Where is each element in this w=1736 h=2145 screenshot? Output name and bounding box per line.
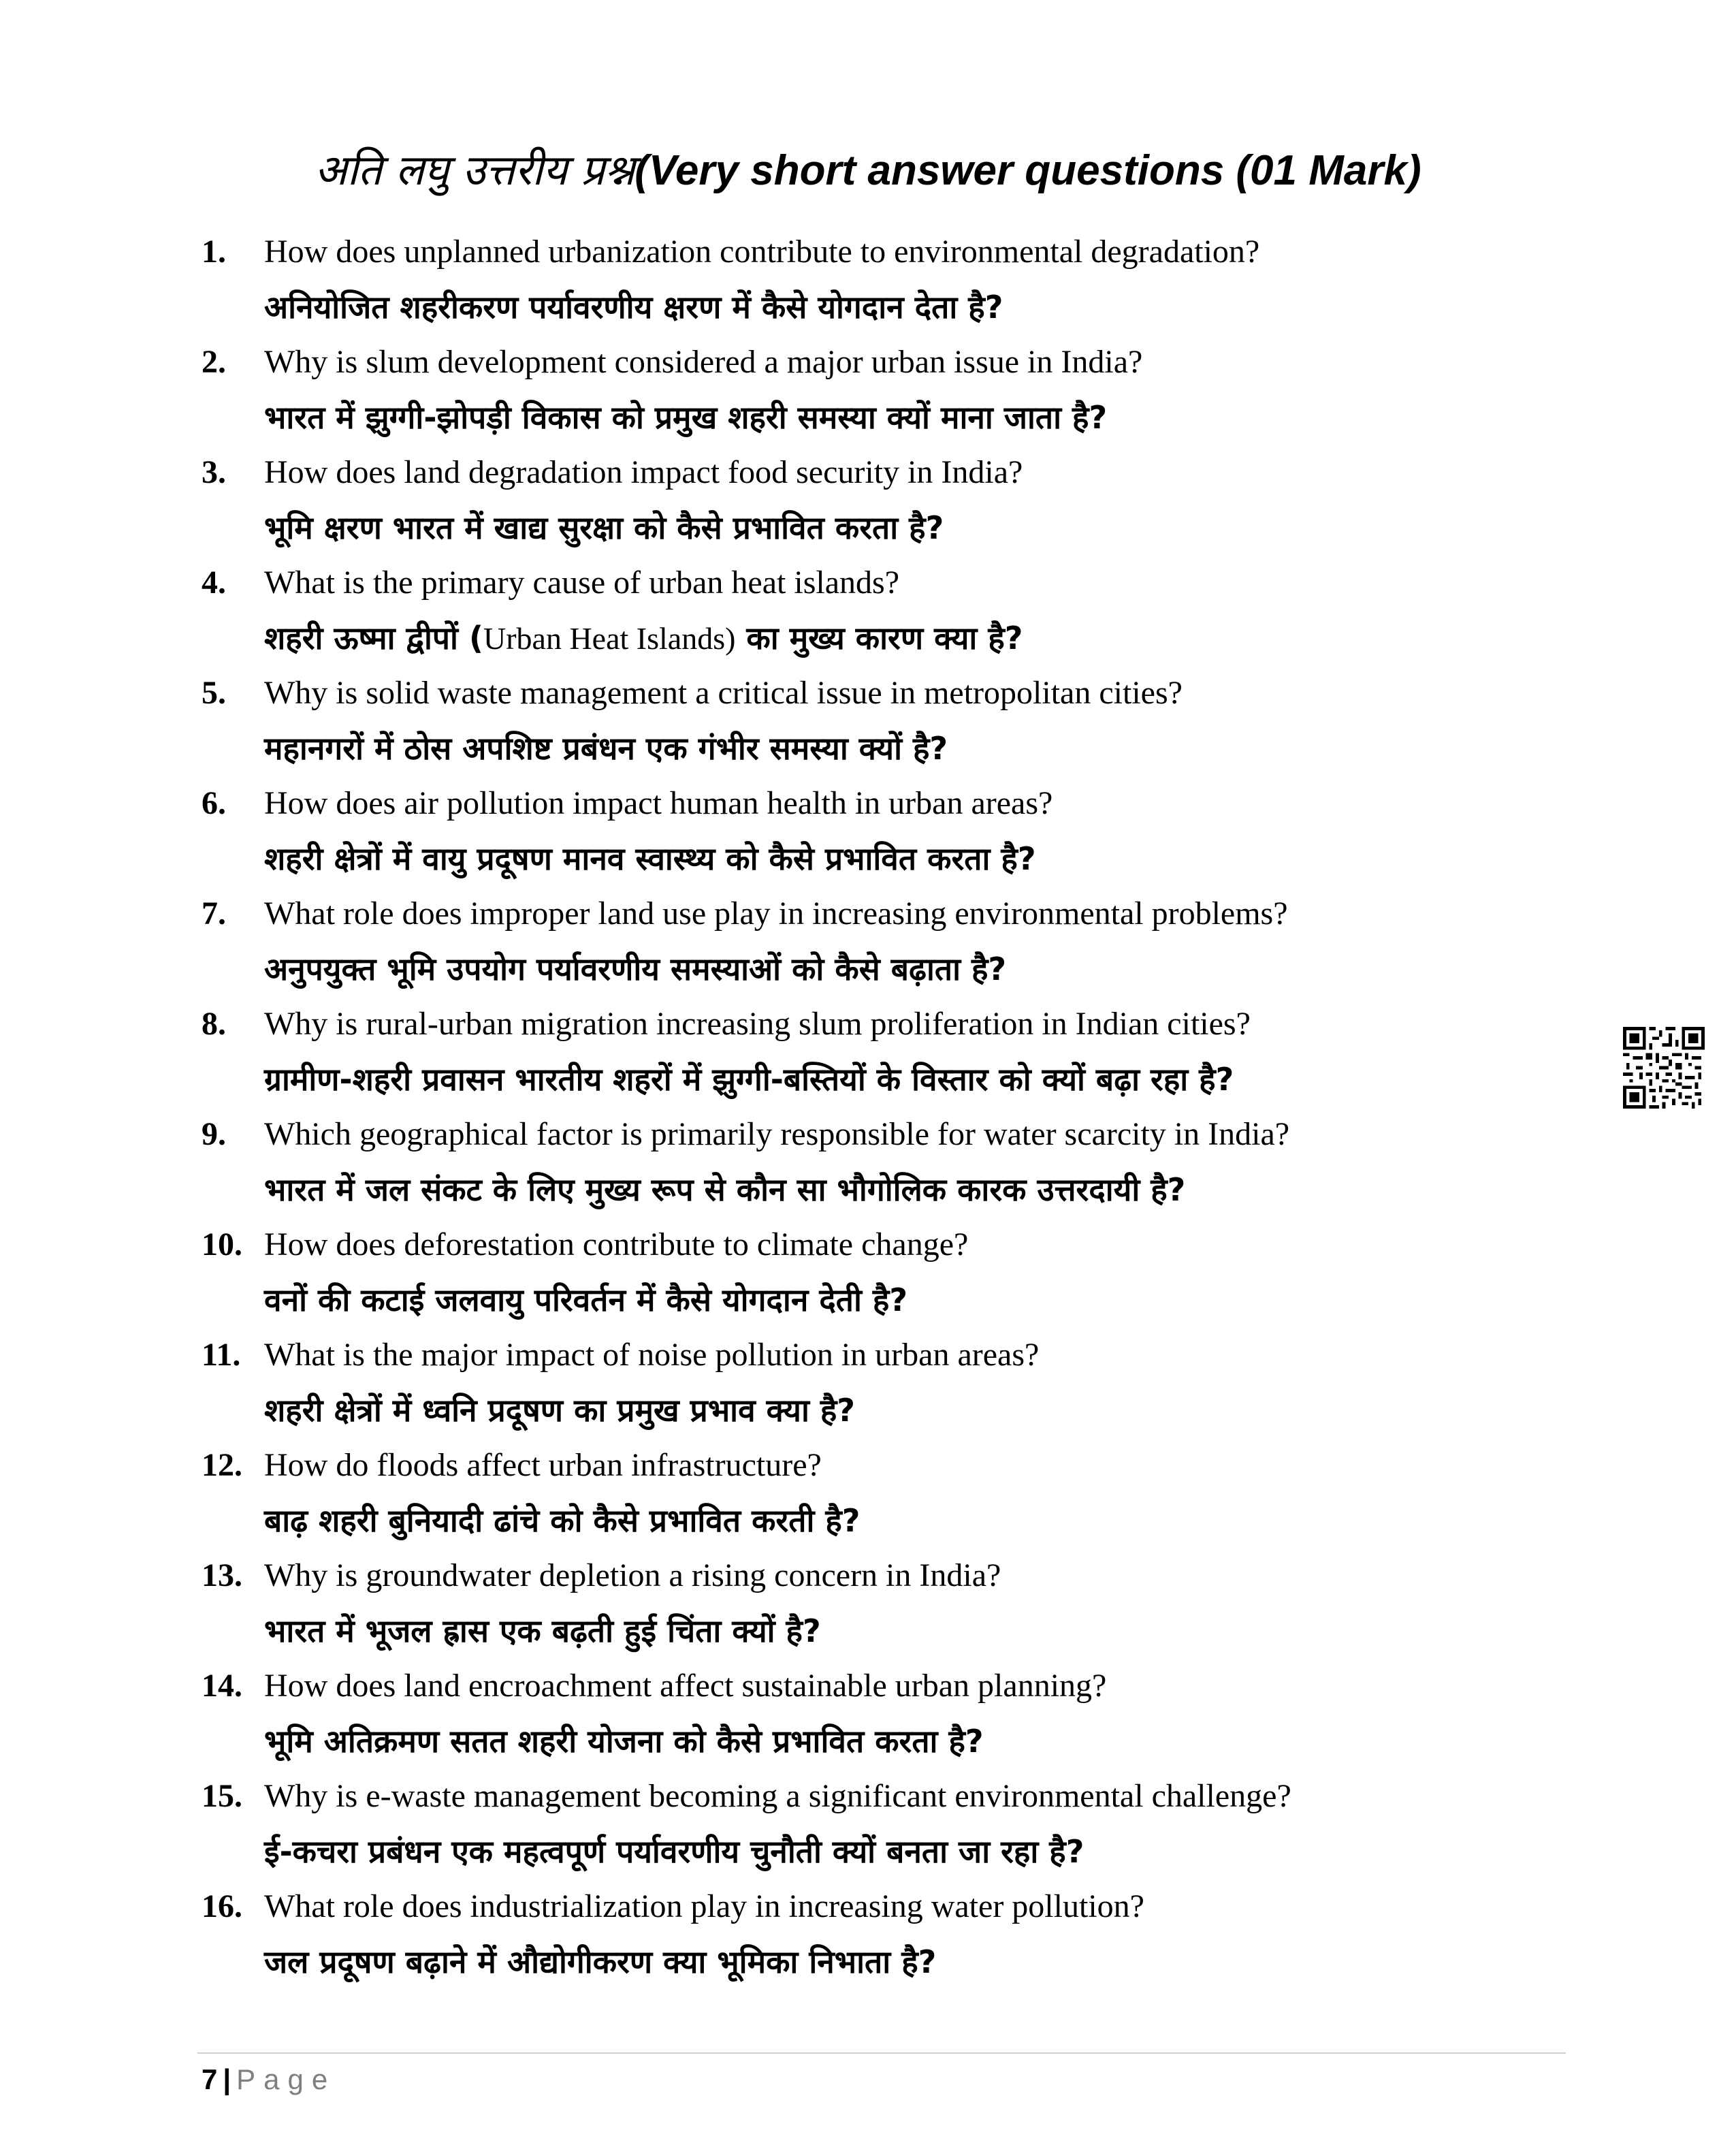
question-number: 10.	[202, 1226, 242, 1262]
footer-divider	[197, 2052, 1566, 2054]
question-hindi: भारत में भूजल ह्रास एक बढ़ती हुई चिंता क्यों है?	[264, 1612, 821, 1649]
question-item	[0, 1886, 1736, 1997]
page-footer	[202, 2061, 336, 2099]
question-number: 4.	[202, 565, 226, 601]
question-hindi: शहरी क्षेत्रों में वायु प्रदूषण मानव स्वास्थ्य को कैसे प्रभावित करता है?	[264, 840, 1036, 877]
question-item	[0, 1776, 1736, 1886]
question-number: 9.	[202, 1116, 226, 1152]
question-number: 6.	[202, 785, 226, 821]
question-english: What role does industrialization play in increasing water pollution?	[264, 1888, 1144, 1924]
question-hindi-after: का मुख्य कारण क्या है?	[735, 620, 1023, 656]
question-number: 15.	[202, 1778, 242, 1814]
question-number: 8.	[202, 1006, 226, 1042]
question-english: How do floods affect urban infrastructure?	[264, 1447, 822, 1483]
question-item	[0, 893, 1736, 1004]
question-number: 5.	[202, 675, 226, 711]
question-hindi: भारत में झुग्गी-झोपड़ी विकास को प्रमुख शहरी समस्या क्यों माना जाता है?	[264, 399, 1108, 436]
question-english: How does air pollution impact human health in urban areas?	[264, 785, 1053, 821]
question-item	[0, 1224, 1736, 1335]
question-english: How does unplanned urbanization contribute to environmental degradation?	[264, 234, 1260, 270]
question-item	[0, 342, 1736, 452]
question-hindi	[264, 613, 1023, 664]
question-hindi: ई-कचरा प्रबंधन एक महत्वपूर्ण पर्यावरणीय चुनौती क्यों बनता जा रहा है?	[264, 1833, 1084, 1870]
question-number: 14.	[202, 1668, 242, 1704]
question-english: How does deforestation contribute to climate change?	[264, 1226, 969, 1262]
question-hindi: भारत में जल संकट के लिए मुख्य रूप से कौन सा भौगोलिक कारक उत्तरदायी है?	[264, 1171, 1186, 1208]
page-title-hindi: अति लघु उत्तरीय प्रश्न	[315, 145, 635, 195]
qr-code-icon	[1623, 1027, 1705, 1109]
question-item	[0, 1666, 1736, 1776]
question-english: What is the major impact of noise pollution in urban areas?	[264, 1337, 1040, 1373]
question-hindi: बाढ़ शहरी बुनियादी ढांचे को कैसे प्रभावित करती है?	[264, 1502, 861, 1539]
question-english: How does land encroachment affect sustainable urban planning?	[264, 1668, 1107, 1704]
question-hindi-before: शहरी ऊष्मा द्वीपों (	[264, 620, 483, 656]
question-item	[0, 1114, 1736, 1224]
question-hindi: महानगरों में ठोस अपशिष्ट प्रबंधन एक गंभीर समस्या क्यों है?	[264, 730, 948, 767]
question-item	[0, 452, 1736, 562]
question-number: 11.	[202, 1337, 241, 1373]
question-hindi: अनुपयुक्त भूमि उपयोग पर्यावरणीय समस्याओं को कैसे बढ़ाता है?	[264, 951, 1007, 987]
question-english: Why is solid waste management a critical issue in metropolitan cities?	[264, 675, 1183, 711]
question-hindi: शहरी क्षेत्रों में ध्वनि प्रदूषण का प्रमुख प्रभाव क्या है?	[264, 1392, 855, 1429]
question-hindi: भूमि क्षरण भारत में खाद्य सुरक्षा को कैसे प्रभावित करता है?	[264, 509, 944, 546]
question-hindi: अनियोजित शहरीकरण पर्यावरणीय क्षरण में कैसे योगदान देता है?	[264, 289, 1003, 325]
question-english: Which geographical factor is primarily responsible for water scarcity in India?	[264, 1116, 1290, 1152]
question-english: Why is groundwater depletion a rising concern in India?	[264, 1557, 1001, 1593]
page-title-english: (Very short answer questions (01 Mark)	[634, 147, 1421, 194]
question-english: Why is e-waste management becoming a significant environmental challenge?	[264, 1778, 1291, 1814]
question-item	[0, 673, 1736, 783]
question-item	[0, 783, 1736, 893]
question-hindi: जल प्रदूषण बढ़ाने में औद्योगीकरण क्या भूमिका निभाता है?	[264, 1943, 937, 1980]
question-number: 3.	[202, 454, 226, 490]
question-item	[0, 232, 1736, 342]
page-separator: |	[223, 2063, 231, 2095]
question-number: 13.	[202, 1557, 242, 1593]
page-label: Page	[236, 2063, 336, 2095]
question-number: 16.	[202, 1888, 242, 1924]
question-item	[0, 562, 1736, 673]
question-hindi: भूमि अतिक्रमण सतत शहरी योजना को कैसे प्रभावित करता है?	[264, 1723, 984, 1760]
question-english: What role does improper land use play in increasing environmental problems?	[264, 895, 1288, 932]
question-item	[0, 1004, 1736, 1114]
question-item	[0, 1445, 1736, 1555]
question-number: 12.	[202, 1447, 242, 1483]
question-item	[0, 1335, 1736, 1445]
question-hindi: ग्रामीण-शहरी प्रवासन भारतीय शहरों में झुग्गी-बस्तियों के विस्तार को क्यों बढ़ा रहा है?	[264, 1061, 1234, 1098]
question-number: 2.	[202, 344, 226, 380]
question-number: 1.	[202, 234, 226, 270]
question-english: What is the primary cause of urban heat islands?	[264, 565, 899, 601]
question-english: How does land degradation impact food security in India?	[264, 454, 1023, 490]
page-number: 7	[202, 2063, 218, 2095]
question-hindi: वनों की कटाई जलवायु परिवर्तन में कैसे योगदान देती है?	[264, 1282, 908, 1318]
question-hindi-english-term: Urban Heat Islands)	[483, 621, 736, 656]
question-english: Why is slum development considered a major urban issue in India?	[264, 344, 1143, 380]
question-item	[0, 1555, 1736, 1666]
question-english: Why is rural-urban migration increasing slum proliferation in Indian cities?	[264, 1006, 1251, 1042]
question-number: 7.	[202, 895, 226, 932]
